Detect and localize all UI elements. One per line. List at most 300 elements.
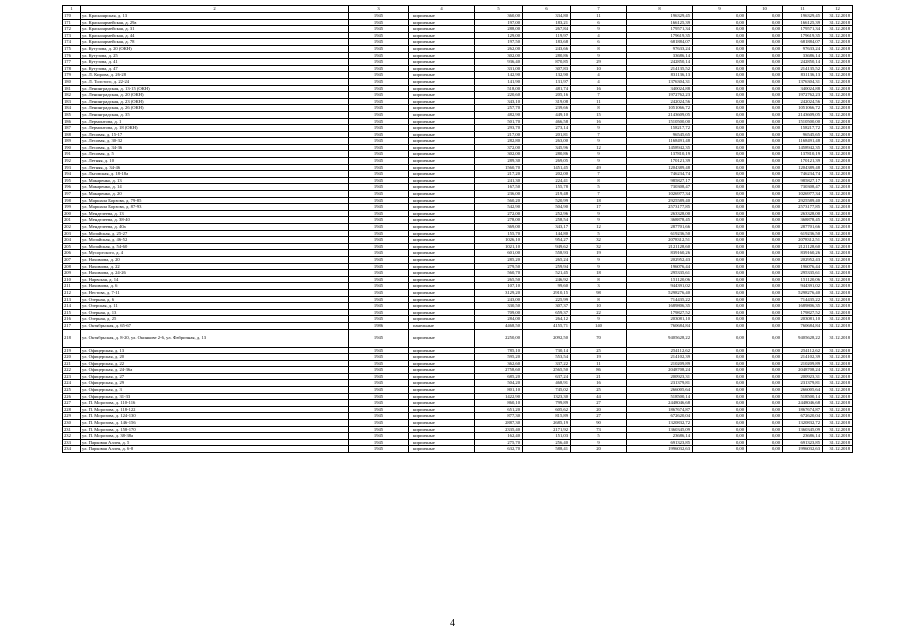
total-area-cell: 709,00 (475, 309, 523, 316)
address-cell: ул. Менделеева, д. 13 (81, 210, 349, 217)
residents-cell: 70 (571, 329, 627, 347)
record-date-cell: 31.12.2018 (823, 197, 853, 204)
wall-material-cell: кирпичные (409, 52, 475, 59)
record-date-cell: 31.12.2018 (823, 92, 853, 99)
table-row (63, 19, 853, 26)
total-cost-cell: 5298276,40 (627, 289, 693, 296)
cost-col-9-cell: 0,00 (693, 72, 747, 79)
address-cell: ул. Л. Толстого, д. 22-24 (81, 78, 349, 85)
cost-col-9-cell: 0,00 (693, 164, 747, 171)
table-row (63, 13, 853, 20)
row-number-cell: 197 (63, 191, 81, 198)
residual-cost-cell: 1168491,48 (783, 138, 823, 145)
residents-cell: 7 (571, 92, 627, 99)
address-cell: ул. Ленинградская, д. 23 (ОКН) (81, 98, 349, 105)
living-area-cell: 870,85 (523, 59, 571, 66)
total-cost-cell: 1458942,35 (627, 144, 693, 151)
address-cell: ул. Парковая Аллея, д. 5 (81, 439, 349, 446)
cost-col-10-cell: 0,00 (747, 439, 783, 446)
residual-cost-cell: 839160,26 (783, 250, 823, 257)
year-built-cell: 1945 (349, 316, 409, 323)
row-number-cell: 204 (63, 237, 81, 244)
wall-material-cell: кирпичные (409, 217, 475, 224)
column-number: 12 (823, 6, 853, 13)
cost-col-9-cell: 0,00 (693, 45, 747, 52)
table-row (63, 276, 853, 283)
year-built-cell: 1945 (349, 433, 409, 440)
total-cost-cell: 2925589,40 (627, 197, 693, 204)
total-area-cell: 302,00 (475, 52, 523, 59)
record-date-cell: 31.12.2018 (823, 59, 853, 66)
year-built-cell: 1945 (349, 309, 409, 316)
cost-col-9-cell: 0,00 (693, 78, 747, 85)
record-date-cell: 31.12.2018 (823, 118, 853, 125)
residual-cost-cell: 5298276,40 (783, 289, 823, 296)
cost-col-10-cell: 0,00 (747, 65, 783, 72)
residents-cell: 32 (571, 243, 627, 250)
total-area-cell: 284,00 (475, 316, 523, 323)
column-number: 1 (63, 6, 81, 13)
record-date-cell: 31.12.2018 (823, 32, 853, 39)
cost-col-10-cell: 0,00 (747, 224, 783, 231)
total-area-cell: 2335,40 (475, 426, 523, 433)
total-cost-cell: 266005,64 (627, 387, 693, 394)
wall-material-cell: кирпичные (409, 13, 475, 20)
address-cell: ул. Красноармейская, д. 29а (81, 19, 349, 26)
address-cell: ул. Нарвская, д. 14 (81, 276, 349, 283)
row-number-cell: 208 (63, 263, 81, 270)
year-built-cell: 1945 (349, 406, 409, 413)
cost-col-9-cell: 0,00 (693, 256, 747, 263)
address-cell: ул. Макаренко, д. 20 (81, 191, 349, 198)
row-number-cell: 211 (63, 283, 81, 290)
cost-col-10-cell: 0,00 (747, 92, 783, 99)
residual-cost-cell: 1051066,72 (783, 105, 823, 112)
cost-col-9-cell: 0,00 (693, 177, 747, 184)
year-built-cell: 1945 (349, 13, 409, 20)
row-number-cell: 186 (63, 118, 81, 125)
residual-cost-cell: 831136,13 (783, 72, 823, 79)
record-date-cell: 31.12.2018 (823, 296, 853, 303)
row-number-cell: 199 (63, 204, 81, 211)
row-number-cell: 201 (63, 217, 81, 224)
row-number-cell: 222 (63, 367, 81, 374)
address-cell: ул. Ленинградская, д. 20 (ОКН) (81, 92, 349, 99)
total-area-cell: 632,70 (475, 446, 523, 453)
record-date-cell: 31.12.2018 (823, 413, 853, 420)
residual-cost-cell: 196329,45 (783, 13, 823, 20)
total-cost-cell: 1168491,48 (627, 138, 693, 145)
row-number-cell: 196 (63, 184, 81, 191)
table-row (63, 65, 853, 72)
year-built-cell: 1945 (349, 263, 409, 270)
record-date-cell: 31.12.2018 (823, 263, 853, 270)
cost-col-9-cell: 0,00 (693, 289, 747, 296)
total-area-cell: 217,00 (475, 131, 523, 138)
living-area-cell: 730,14 (523, 347, 571, 354)
living-area-cell: 2565,50 (523, 367, 571, 374)
record-date-cell: 31.12.2018 (823, 439, 853, 446)
cost-col-10-cell: 0,00 (747, 329, 783, 347)
year-built-cell: 1945 (349, 39, 409, 46)
cost-col-10-cell: 0,00 (747, 191, 783, 198)
residents-cell: 19 (571, 354, 627, 361)
table-row (63, 59, 853, 66)
total-cost-cell: 1867674,87 (627, 406, 693, 413)
residents-cell: 9 (571, 151, 627, 158)
total-cost-cell: 1996032,63 (627, 446, 693, 453)
living-area-cell: 504,90 (523, 204, 571, 211)
residents-cell: 8 (571, 276, 627, 283)
cost-col-9-cell: 0,00 (693, 210, 747, 217)
wall-material-cell: кирпичные (409, 433, 475, 440)
residual-cost-cell: 2121128,60 (783, 243, 823, 250)
cost-col-10-cell: 0,00 (747, 52, 783, 59)
total-area-cell: 2250,00 (475, 329, 523, 347)
address-cell: ул. Менделеева, д. 40а (81, 224, 349, 231)
cost-col-10-cell: 0,00 (747, 111, 783, 118)
cost-col-9-cell: 0,00 (693, 39, 747, 46)
record-date-cell: 31.12.2018 (823, 256, 853, 263)
cost-col-10-cell: 0,00 (747, 204, 783, 211)
residual-cost-cell: 730308,47 (783, 184, 823, 191)
wall-material-cell: кирпичные (409, 65, 475, 72)
cost-col-10-cell: 0,00 (747, 171, 783, 178)
row-number-cell: 195 (63, 177, 81, 184)
wall-material-cell: кирпичные (409, 367, 475, 374)
table-row (63, 191, 853, 198)
year-built-cell: 1945 (349, 276, 409, 283)
year-built-cell: 1986 (349, 322, 409, 329)
total-cost-cell: 242850,14 (627, 59, 693, 66)
table-row (63, 118, 853, 125)
total-cost-cell: 691323,85 (627, 439, 693, 446)
total-cost-cell: 200923,31 (627, 373, 693, 380)
table-row (63, 177, 853, 184)
total-area-cell: 482,90 (475, 111, 523, 118)
cost-col-9-cell: 0,00 (693, 276, 747, 283)
row-number-cell: 171 (63, 19, 81, 26)
row-number-cell: 225 (63, 387, 81, 394)
cost-col-9-cell: 0,00 (693, 217, 747, 224)
residual-cost-cell: 1026977,34 (783, 191, 823, 198)
record-date-cell: 31.12.2018 (823, 400, 853, 407)
living-area-cell: 265,24 (523, 256, 571, 263)
living-area-cell: 239,66 (523, 105, 571, 112)
cost-col-10-cell: 0,00 (747, 309, 783, 316)
residual-cost-cell: 518500,14 (783, 393, 823, 400)
address-cell: ул. Офицерская, д. 24-36а (81, 367, 349, 374)
column-number: 2 (81, 6, 349, 13)
cost-col-9-cell: 0,00 (693, 184, 747, 191)
row-number-cell: 173 (63, 32, 81, 39)
cost-col-9-cell: 0,00 (693, 373, 747, 380)
total-area-cell: 331,00 (475, 65, 523, 72)
wall-material-cell: кирпичные (409, 164, 475, 171)
year-built-cell: 1945 (349, 118, 409, 125)
total-cost-cell: 672620,04 (627, 413, 693, 420)
row-number-cell: 176 (63, 52, 81, 59)
total-cost-cell: 1689806,35 (627, 303, 693, 310)
address-cell: ул. Нахимова, д. 22 (81, 263, 349, 270)
wall-material-cell: панельные (409, 322, 475, 329)
cost-col-9-cell: 0,00 (693, 230, 747, 237)
cost-col-9-cell: 0,00 (693, 250, 747, 257)
residents-cell: 9 (571, 263, 627, 270)
year-built-cell: 1945 (349, 59, 409, 66)
living-area-cell: 745,02 (523, 387, 571, 394)
residual-cost-cell: 166125,39 (783, 19, 823, 26)
wall-material-cell: кирпичные (409, 111, 475, 118)
residents-cell: 140 (571, 322, 627, 329)
table-row (63, 184, 853, 191)
cost-col-10-cell: 0,00 (747, 144, 783, 151)
year-built-cell: 1945 (349, 85, 409, 92)
residents-cell: 9 (571, 52, 627, 59)
living-area-cell: 659,37 (523, 309, 571, 316)
cost-col-10-cell: 0,00 (747, 98, 783, 105)
year-built-cell: 1945 (349, 230, 409, 237)
residual-cost-cell: 137810,19 (783, 151, 823, 158)
address-cell: ул. Льговская, д. 18-18а (81, 171, 349, 178)
address-cell: ул. Красноармейская, д. 78 (81, 39, 349, 46)
residents-cell: 3 (571, 283, 627, 290)
residents-cell: 27 (571, 413, 627, 420)
total-area-cell: 518,00 (475, 85, 523, 92)
record-date-cell: 31.12.2018 (823, 276, 853, 283)
cost-col-10-cell: 0,00 (747, 13, 783, 20)
table-body (63, 6, 853, 453)
cost-col-9-cell: 0,00 (693, 204, 747, 211)
row-number-cell: 224 (63, 380, 81, 387)
row-number-cell: 203 (63, 230, 81, 237)
address-cell: ул. Красноярская, д. 13 (81, 13, 349, 20)
table-row (63, 151, 853, 158)
cost-col-9-cell: 0,00 (693, 105, 747, 112)
total-cost-cell: 839160,26 (627, 250, 693, 257)
cost-col-10-cell: 0,00 (747, 59, 783, 66)
residual-cost-cell: 1867674,87 (783, 406, 823, 413)
living-area-cell: 1323,30 (523, 393, 571, 400)
cost-col-10-cell: 0,00 (747, 85, 783, 92)
record-date-cell: 31.12.2018 (823, 373, 853, 380)
total-cost-cell: 202952,43 (627, 256, 693, 263)
year-built-cell: 1945 (349, 387, 409, 394)
table-row (63, 256, 853, 263)
wall-material-cell: кирпичные (409, 393, 475, 400)
wall-material-cell: кирпичные (409, 283, 475, 290)
residents-cell: 32 (571, 237, 627, 244)
total-area-cell: 241,30 (475, 177, 523, 184)
address-cell: ул. Октябрьская, д. 8-20, ул. Окинкове 2-6, ул. Фабричная, д. 13 (81, 329, 349, 347)
column-number: 6 (523, 6, 571, 13)
year-built-cell: 1945 (349, 329, 409, 347)
row-number-cell: 193 (63, 164, 81, 171)
total-cost-cell: 518500,14 (627, 393, 693, 400)
total-cost-cell: 137810,19 (627, 151, 693, 158)
year-built-cell: 1945 (349, 270, 409, 277)
total-area-cell: 243,00 (475, 296, 523, 303)
residents-cell: 20 (571, 446, 627, 453)
cost-col-9-cell: 0,00 (693, 125, 747, 132)
year-built-cell: 1945 (349, 164, 409, 171)
residents-cell: 12 (571, 144, 627, 151)
residual-cost-cell: 760684,84 (783, 322, 823, 329)
cost-col-10-cell: 0,00 (747, 78, 783, 85)
residual-cost-cell: 1204389,48 (783, 164, 823, 171)
residual-cost-cell: 944391,02 (783, 283, 823, 290)
total-cost-cell: 2143609,05 (627, 111, 693, 118)
living-area-cell: 225,99 (523, 296, 571, 303)
row-number-cell: 221 (63, 360, 81, 367)
total-cost-cell: 231379,81 (627, 380, 693, 387)
address-cell: ул. Мусоргского, д. 4 (81, 250, 349, 257)
cost-col-9-cell: 0,00 (693, 118, 747, 125)
residual-cost-cell: 681884,07 (783, 39, 823, 46)
cost-col-10-cell: 0,00 (747, 217, 783, 224)
cost-col-10-cell: 0,00 (747, 347, 783, 354)
total-cost-cell: 254112,62 (627, 347, 693, 354)
address-cell: ул. Офицерская, д. 3 (81, 387, 349, 394)
cost-col-10-cell: 0,00 (747, 45, 783, 52)
total-cost-cell: 1360345,09 (627, 426, 693, 433)
year-built-cell: 1945 (349, 98, 409, 105)
address-cell: ул. Лермонтова, д. 1 (81, 118, 349, 125)
address-cell: ул. Ленинградская, д. 13-15 (ОКН) (81, 85, 349, 92)
living-area-cell: 155,78 (523, 184, 571, 191)
residual-cost-cell: 210209,89 (783, 360, 823, 367)
living-area-cell: 449,10 (523, 111, 571, 118)
residual-cost-cell: 295335,61 (783, 270, 823, 277)
wall-material-cell: кирпичные (409, 237, 475, 244)
year-built-cell: 1945 (349, 158, 409, 165)
row-number-cell: 230 (63, 420, 81, 427)
row-number-cell: 232 (63, 433, 81, 440)
cost-col-9-cell: 0,00 (693, 347, 747, 354)
residents-cell: 9 (571, 26, 627, 33)
living-area-cell: 481,74 (523, 85, 571, 92)
cost-col-10-cell: 0,00 (747, 433, 783, 440)
residents-cell: 49 (571, 164, 627, 171)
cost-col-10-cell: 0,00 (747, 303, 783, 310)
address-cell: ул. Озерная, д. 13 (81, 309, 349, 316)
year-built-cell: 1945 (349, 32, 409, 39)
table-row (63, 158, 853, 165)
record-date-cell: 31.12.2018 (823, 65, 853, 72)
record-date-cell: 31.12.2018 (823, 426, 853, 433)
wall-material-cell: кирпичные (409, 420, 475, 427)
residents-cell: 9 (571, 439, 627, 446)
record-date-cell: 31.12.2018 (823, 98, 853, 105)
cost-col-10-cell: 0,00 (747, 367, 783, 374)
address-cell: ул. Нахимова, д. 20 (81, 256, 349, 263)
residents-cell: 25 (571, 387, 627, 394)
living-area-cell: 246,92 (523, 276, 571, 283)
address-cell: ул. Лермонтова, д. 18 (ОКН) (81, 125, 349, 132)
cost-col-10-cell: 0,00 (747, 32, 783, 39)
record-date-cell: 31.12.2018 (823, 72, 853, 79)
total-area-cell: 372,00 (475, 144, 523, 151)
row-number-cell: 214 (63, 303, 81, 310)
cost-col-9-cell: 0,00 (693, 303, 747, 310)
record-date-cell: 31.12.2018 (823, 367, 853, 374)
total-area-cell: 504,20 (475, 380, 523, 387)
cost-col-9-cell: 0,00 (693, 263, 747, 270)
table-row (63, 52, 853, 59)
row-number-cell: 233 (63, 439, 81, 446)
year-built-cell: 1945 (349, 131, 409, 138)
total-area-cell: 107,10 (475, 283, 523, 290)
total-cost-cell: 295335,61 (627, 270, 693, 277)
wall-material-cell: кирпичные (409, 303, 475, 310)
column-number: 10 (747, 6, 783, 13)
cost-col-10-cell: 0,00 (747, 250, 783, 257)
cost-col-9-cell: 0,00 (693, 354, 747, 361)
address-cell: ул. Мозайская, д. 25-27 (81, 230, 349, 237)
total-cost-cell: 1376304,31 (627, 78, 693, 85)
table-row (63, 111, 853, 118)
cost-col-9-cell: 0,00 (693, 26, 747, 33)
total-area-cell: 601,00 (475, 250, 523, 257)
total-cost-cell: 179571,34 (627, 26, 693, 33)
record-date-cell: 31.12.2018 (823, 85, 853, 92)
cost-col-9-cell: 0,00 (693, 111, 747, 118)
living-area-cell: 588,41 (523, 446, 571, 453)
total-area-cell: 651,20 (475, 406, 523, 413)
cost-col-10-cell: 0,00 (747, 400, 783, 407)
total-area-cell: 278,00 (475, 217, 523, 224)
total-cost-cell: 1026977,34 (627, 191, 693, 198)
row-number-cell: 234 (63, 446, 81, 453)
address-cell: ул. Кутузова, д. 20 (ОКН) (81, 45, 349, 52)
residents-cell: 21 (571, 373, 627, 380)
address-cell: ул. Озерная, д. 25 (81, 316, 349, 323)
table-row (63, 105, 853, 112)
year-built-cell: 1945 (349, 19, 409, 26)
cost-col-9-cell: 0,00 (693, 439, 747, 446)
residents-cell: 17 (571, 204, 627, 211)
year-built-cell: 1945 (349, 191, 409, 198)
total-area-cell: 220,60 (475, 92, 523, 99)
residual-cost-cell: 214135,52 (783, 65, 823, 72)
table-row (63, 197, 853, 204)
total-area-cell: 197,00 (475, 19, 523, 26)
cost-col-9-cell: 0,00 (693, 360, 747, 367)
record-date-cell: 31.12.2018 (823, 158, 853, 165)
residual-cost-cell: 158217,72 (783, 125, 823, 132)
year-built-cell: 1945 (349, 243, 409, 250)
row-number-cell: 194 (63, 171, 81, 178)
cost-col-10-cell: 0,00 (747, 197, 783, 204)
record-date-cell: 31.12.2018 (823, 283, 853, 290)
address-cell: ул. Лесовая, д. 15-17 (81, 131, 349, 138)
row-number-cell: 177 (63, 59, 81, 66)
table-row (63, 433, 853, 440)
record-date-cell: 31.12.2018 (823, 13, 853, 20)
total-cost-cell: 96545,65 (627, 131, 693, 138)
address-cell: ул. Кутузова, д. 47 (81, 65, 349, 72)
address-cell: ул. Нахимова, д. 24-26 (81, 270, 349, 277)
wall-material-cell: кирпичные (409, 380, 475, 387)
residents-cell: 11 (571, 98, 627, 105)
residents-cell: 9 (571, 210, 627, 217)
total-area-cell: 142,90 (475, 72, 523, 79)
total-area-cell: 860,10 (475, 400, 523, 407)
wall-material-cell: кирпичные (409, 354, 475, 361)
year-built-cell: 1945 (349, 72, 409, 79)
row-number-cell: 170 (63, 13, 81, 20)
table-row (63, 303, 853, 310)
